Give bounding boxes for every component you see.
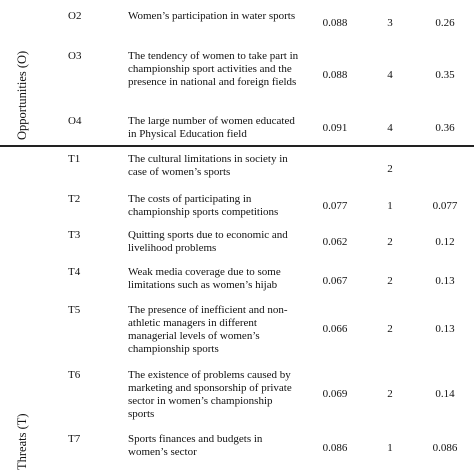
row-description: The costs of participating in championship sports competitions xyxy=(128,193,279,218)
row-weight: 0.066 xyxy=(322,323,348,335)
row-weight: 0.067 xyxy=(322,275,348,287)
row-weight: 0.088 xyxy=(322,17,348,29)
row-description: Quitting sports due to economic and livelihood problems xyxy=(128,229,288,254)
row-description: The existence of problems caused by marketing and sponsorship of private sector in women’s championship sports xyxy=(128,369,292,420)
row-score: 0.36 xyxy=(435,122,455,134)
row-description: The presence of inefficient and non-athletic managers in different managerial levels of women’s championship sports xyxy=(128,304,288,355)
row-rating: 3 xyxy=(387,17,393,29)
row-score: 0.13 xyxy=(435,323,455,335)
section-label-threats: Threats (T) xyxy=(15,413,29,470)
row-rating: 2 xyxy=(387,323,393,335)
row-score: 0.14 xyxy=(435,388,455,400)
row-code: T5 xyxy=(68,304,81,316)
row-code: T1 xyxy=(68,153,81,165)
section-label-opportunities: Opportunities (O) xyxy=(15,50,29,140)
row-score: 0.26 xyxy=(435,17,455,29)
section-divider xyxy=(0,145,474,147)
row-score: 0.12 xyxy=(435,236,455,248)
row-score: 0.35 xyxy=(435,69,455,81)
row-code: T6 xyxy=(68,369,81,381)
row-code: O4 xyxy=(68,115,82,127)
row-weight: 0.086 xyxy=(322,442,348,454)
row-code: O2 xyxy=(68,10,82,22)
row-score: 0.086 xyxy=(432,442,458,454)
row-weight: 0.088 xyxy=(322,69,348,81)
row-code: T2 xyxy=(68,193,81,205)
row-weight: 0.091 xyxy=(322,122,348,134)
row-code: O3 xyxy=(68,50,82,62)
row-description: Sports finances and budgets in women’s sector xyxy=(128,433,263,458)
row-score: 0.13 xyxy=(435,275,455,287)
row-description: The tendency of women to take part in championship sport activities and the presence in national and foreign fields xyxy=(128,50,299,88)
row-rating: 4 xyxy=(387,69,393,81)
row-weight: 0.062 xyxy=(322,236,348,248)
row-code: T3 xyxy=(68,229,81,241)
row-code: T4 xyxy=(68,266,81,278)
row-rating: 2 xyxy=(387,388,393,400)
row-description: Weak media coverage due to some limitations such as women’s hijab xyxy=(128,266,281,291)
row-rating: 1 xyxy=(387,200,393,212)
row-description: Women’s participation in water sports xyxy=(128,10,296,22)
row-weight: 0.077 xyxy=(322,200,348,212)
row-rating: 2 xyxy=(387,163,393,175)
row-code: T7 xyxy=(68,433,81,445)
row-description: The large number of women educated in Physical Education field xyxy=(128,115,295,140)
row-rating: 4 xyxy=(387,122,393,134)
row-description: The cultural limitations in society in case of women’s sports xyxy=(128,153,288,178)
row-score: 0.077 xyxy=(432,200,458,212)
row-rating: 2 xyxy=(387,236,393,248)
row-rating: 2 xyxy=(387,275,393,287)
row-weight: 0.069 xyxy=(322,388,348,400)
row-rating: 1 xyxy=(387,442,393,454)
